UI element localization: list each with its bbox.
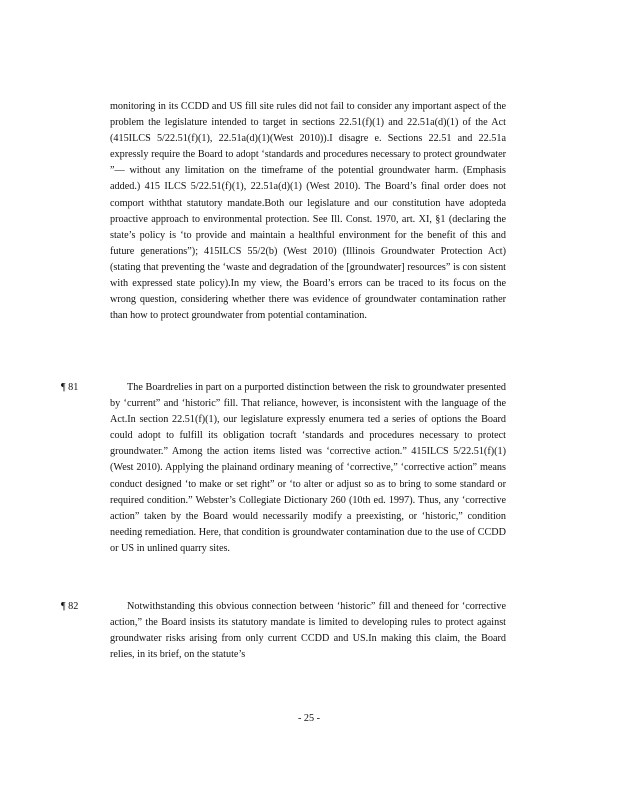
page-number: - 25 -: [297, 713, 321, 724]
paragraph-82: Notwithstanding this obvious connection between ‘historic” fill and theneed for ‘corrective action,” the Board insists its statutory mandate is limited to developing rules to protect against groundwater risks arising from only current CCDD and US.In making this claim, the Board relies, in its brief, on the statute’s: [110, 601, 506, 661]
paragraph-number-81: ¶ 81: [61, 382, 79, 393]
paragraph-continuation: monitoring in its CCDD and US fill site rules did not fail to consider any important aspect of the problem the legislature intended to target in sections 22.51(f)(1) and 22.51a(d)(1) of the Act (415ILCS 5/22.51(f)(1), 22.51a(d)(1)(West 2010)).I disagre e. Sections 22.51 and 22.51a expressly require the Board to adopt ‘standards and procedures necessary to protect groundwater ”— without any limitation on the timeframe of the potential groundwater harm. (Emphasis added.) 415 ILCS 5/22.51(f)(1), 22.51a(d)(1) (West 2010). The Board’s final order does not comport withthat statutory mandate.Both our legislature and our constitution have adopteda proactive approach to environmental protection. See Ill. Const. 1970, art. XI, §1 (declaring the state’s policy is ‘to provide and maintain a healthful environment for the benefit of this and future generations”); 415ILCS 55/2(b) (West 2010) (Illinois Groundwater Protection Act) (stating that preventing the ‘waste and degradation of the [groundwater] resources” is con sistent with expressed state policy).In my view, the Board’s errors can be traced to its focus on the wrong question, considering whether there was evidence of groundwater contamination rather than how to protect groundwater from potential contamination.: [110, 101, 506, 322]
paragraph-81: The Boardrelies in part on a purported distinction between the risk to groundwater presented by ‘current” and ‘historic” fill. That reliance, however, is inconsistent with the language of the Act.In section 22.51(f)(1), our legislature expressly enumera ted a series of options the Board could adopt to fulfill its obligation tocraft ‘standards and procedures necessary to protect groundwater.” Among the action items listed was ‘corrective action.” 415ILCS 5/22.51(f)(1) (West 2010). Applying the plainand ordinary meaning of ‘corrective,” ‘corrective action” means conduct designed ‘to make or set right” or ‘to alter or adjust so as to bring to some standard or required condition.” Webster’s Collegiate Dictionary 260 (10th ed. 1997). Thus, any ‘corrective action” taken by the Board would necessarily modify a preexisting, or ‘historic,” condition needing remediation. Here, that condition is groundwater contamination due to the use of CCDD or US in unlined quarry sites.: [110, 382, 506, 554]
paragraph-number-82: ¶ 82: [61, 601, 79, 612]
